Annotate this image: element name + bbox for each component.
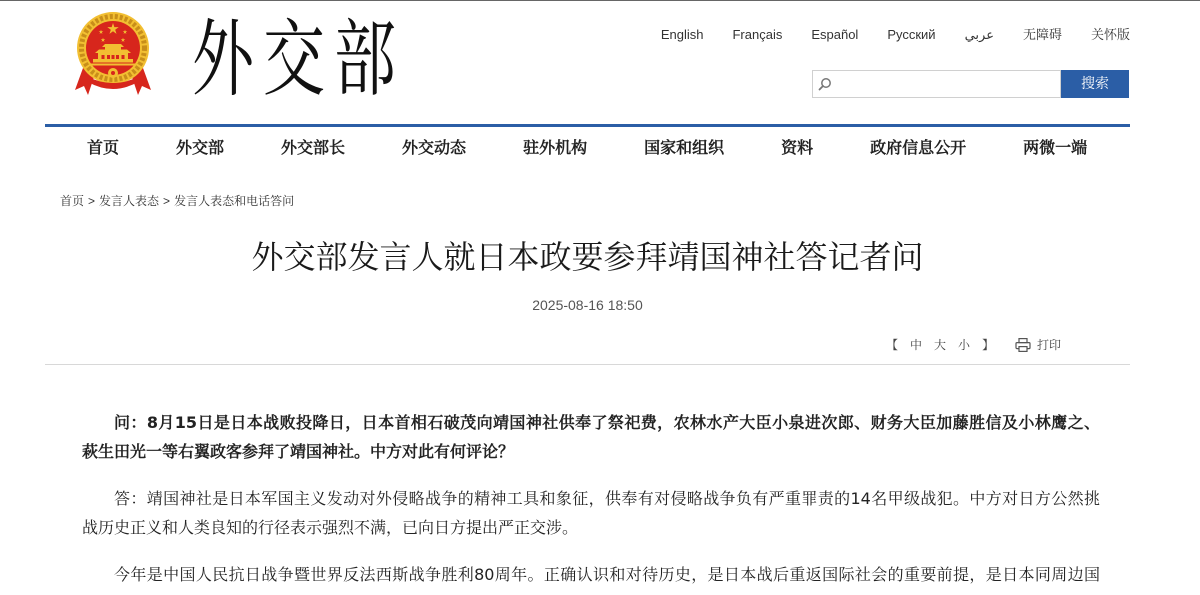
- print-label: 打印: [1037, 338, 1062, 352]
- breadcrumb-link-current-section[interactable]: 发言人表态和电话答问: [174, 194, 295, 208]
- site-logo-calligraphy: 外交部: [192, 9, 406, 109]
- paragraph-line: 萩生田光一等右翼政客参拜了靖国神社。中方对此有何评论？: [82, 442, 515, 461]
- home-logo-link[interactable]: [70, 8, 420, 112]
- nav-item-social-media[interactable]: 两微一端: [1023, 138, 1088, 157]
- article-paragraph-answer: [82, 484, 1100, 542]
- nav-item-ministry[interactable]: 外交部: [176, 138, 225, 157]
- breadcrumb-separator: >: [88, 194, 96, 208]
- font-size-small-button[interactable]: 小: [958, 338, 971, 352]
- lang-link-arabic[interactable]: عربي: [964, 27, 994, 42]
- nav-item-diplomatic-news[interactable]: 外交动态: [402, 138, 467, 157]
- article-body: [82, 408, 1100, 595]
- nav-item-resources[interactable]: 资料: [781, 138, 814, 157]
- accessibility-link[interactable]: 无障碍: [1022, 27, 1062, 42]
- language-bar: [661, 26, 1130, 44]
- lang-link-french[interactable]: Français: [732, 27, 783, 42]
- emblem-gear: [108, 68, 118, 78]
- lang-link-russian[interactable]: Русский: [887, 27, 936, 42]
- main-nav: [87, 136, 1087, 160]
- paragraph-line: 答：靖国神社是日本军国主义发动对外侵略战争的精神工具和象征，供奉有对侵略战争负有严重罪责的14名甲级战犯。中方对日方公然挑: [114, 489, 1100, 508]
- search-button[interactable]: 搜索: [1061, 70, 1129, 98]
- breadcrumb-separator: >: [163, 194, 171, 208]
- national-emblem-icon: [72, 10, 154, 96]
- font-size-control: [886, 337, 994, 353]
- nav-divider: [45, 124, 1130, 127]
- lang-link-spanish[interactable]: Español: [811, 27, 859, 42]
- search-icon: [818, 77, 832, 91]
- font-size-medium-button[interactable]: 中: [910, 338, 923, 352]
- lang-link-english[interactable]: English: [660, 27, 704, 42]
- nav-item-missions-abroad[interactable]: 驻外机构: [523, 138, 588, 157]
- article-date: 2025-08-16 18:50: [532, 297, 643, 313]
- printer-icon: [1015, 338, 1031, 352]
- breadcrumb: [60, 193, 294, 209]
- article-paragraph: [82, 560, 1100, 589]
- font-size-open-bracket: 【: [886, 338, 899, 352]
- article-paragraph-question: [82, 408, 1100, 466]
- nav-item-minister[interactable]: 外交部长: [281, 138, 346, 157]
- font-size-large-button[interactable]: 大: [934, 338, 947, 352]
- nav-item-government-info[interactable]: 政府信息公开: [870, 138, 967, 157]
- elderly-care-mode-link[interactable]: 关怀版: [1090, 27, 1130, 42]
- paragraph-line: 战历史正义和人类良知的行径表示强烈不满，已向日方提出严正交涉。: [82, 518, 579, 537]
- article-title: 外交部发言人就日本政要参拜靖国神社答记者问: [251, 238, 924, 276]
- print-button[interactable]: [1015, 337, 1061, 353]
- breadcrumb-link-home[interactable]: 首页: [60, 194, 85, 208]
- content-divider: [45, 364, 1130, 365]
- search-input[interactable]: [837, 71, 1057, 97]
- paragraph-line: 今年是中国人民抗日战争暨世界反法西斯战争胜利80周年。正确认识和对待历史，是日本战后重返国际社会的重要前提，是日本同周边国: [114, 565, 1100, 584]
- search-box: [812, 70, 1061, 98]
- nav-item-home[interactable]: 首页: [87, 138, 120, 157]
- top-border: [0, 0, 1200, 1]
- nav-item-countries-organizations[interactable]: 国家和组织: [644, 138, 725, 157]
- breadcrumb-link-spokesperson-remarks[interactable]: 发言人表态: [99, 194, 160, 208]
- paragraph-line: 问：8月15日是日本战败投降日，日本首相石破茂向靖国神社供奉了祭祀费，农林水产大臣小泉进次郎、财务大臣加藤胜信及小林鹰之、: [114, 413, 1100, 432]
- font-size-close-bracket: 】: [982, 338, 995, 352]
